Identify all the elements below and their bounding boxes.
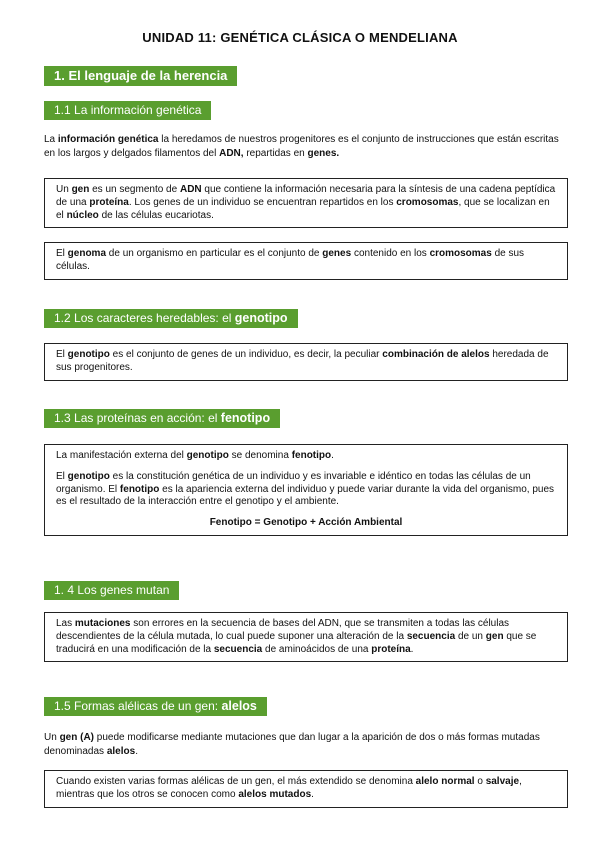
definition-box-genotipo: El genotipo es el conjunto de genes de un individuo, es decir, la peculiar combinación de alelos heredada de sus progenitores. [44,343,568,381]
paragraph-alelos: Un gen (A) puede modificarse mediante mutaciones que dan lugar a la aparición de dos o más formas mutadas denominadas alelos. [44,732,540,757]
phenotype-formula: Fenotipo = Genotipo + Acción Ambiental [209,517,403,529]
definition-box-fenotipo: La manifestación externa del genotipo se denomina fenotipo. El genotipo es la constitución genética de un individuo y es invariable e idéntico en todas las células de un organismo. El fenotipo es la apariencia externa del individuo y puede variar durante la vida del organismo, pues es el resultado de la interacción entre el genotipo y el ambiente. Fenotipo = Genotipo + Acción Ambiental [44,444,568,536]
definition-box-genoma: El genoma de un organismo en particular es el conjunto de genes contenido en los cromosomas de sus células. [44,242,568,280]
section-heading-1: 1. El lenguaje de la herencia [44,66,237,86]
definition-box-mutaciones: Las mutaciones son errores en la secuencia de bases del ADN, que se transmiten a todas las células descendientes de la célula mutada, lo cual puede suponer una alteración de la secuencia de un gen que se traducirá en una modificación de la secuencia de aminoácidos de una proteína. [44,612,568,662]
section-heading-1-4: 1. 4 Los genes mutan [44,581,179,600]
definition-box-gen: Un gen es un segmento de ADN que contiene la información necesaria para la síntesis de una cadena peptídica de una proteína. Los genes de un individuo se encuentran repartidos en los cromosomas, que se localizan en el núcleo de las células eucariotas. [44,178,568,228]
section-heading-1-5: 1.5 Formas alélicas de un gen: alelos [44,697,267,716]
page-title: UNIDAD 11: GENÉTICA CLÁSICA O MENDELIANA [142,30,458,45]
definition-box-alelos: Cuando existen varias formas alélicas de un gen, el más extendido se denomina alelo normal o salvaje, mientras que los otros se conocen como alelos mutados. [44,770,568,808]
section-heading-1-3: 1.3 Las proteínas en acción: el fenotipo [44,409,280,428]
section-heading-1-2: 1.2 Los caracteres heredables: el genotipo [44,309,298,328]
section-heading-1-1: 1.1 La información genética [44,101,211,120]
paragraph-informacion-genetica: La información genética la heredamos de nuestros progenitores es el conjunto de instrucciones que están escritas en los largos y delgados filamentos del ADN, repartidas en genes. [44,134,559,159]
